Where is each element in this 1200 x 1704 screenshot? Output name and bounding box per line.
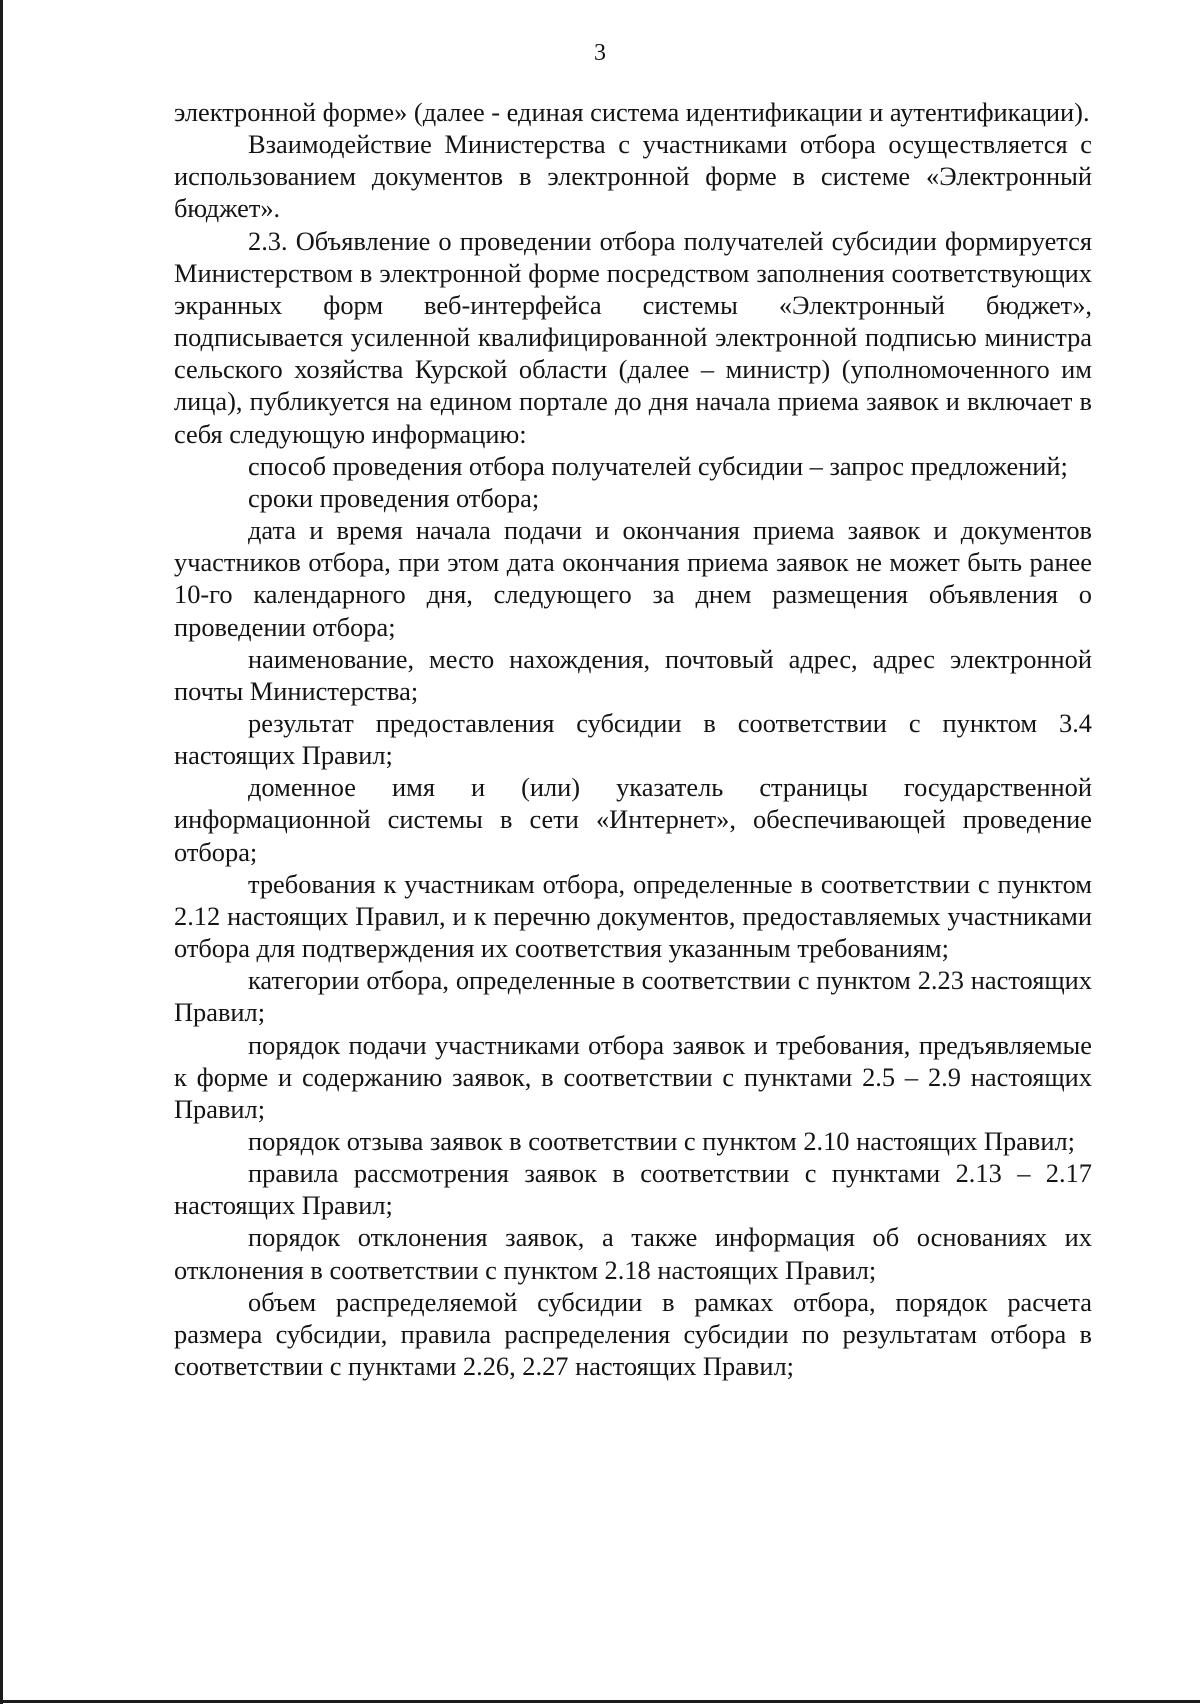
paragraph: сроки проведения отбора; xyxy=(248,482,540,513)
scan-left-edge xyxy=(0,0,3,1704)
paragraph: доменное имя и (или) указатель страницы государственной информационной системы в сети «Интернет», обеспечивающей проведение отбора; xyxy=(174,772,1092,867)
paragraph: способ проведения отбора получателей субсидии – запрос предложений; xyxy=(248,450,1068,481)
paragraph: категории отбора, определенные в соответствии с пунктом 2.23 настоящих Правил; xyxy=(174,965,1092,1028)
paragraph: дата и время начала подачи и окончания приема заявок и документов участников отбора, при этом дата окончания приема заявок не может быть ранее 10-го календарного дня, следующего за днем размещения объявления о проведении отбора; xyxy=(174,515,1092,642)
paragraph: порядок подачи участниками отбора заявок и требования, предъявляемые к форме и содержанию заявок, в соответствии с пунктами 2.5 – 2.9 настоящих Правил; xyxy=(174,1029,1092,1124)
paragraph: правила рассмотрения заявок в соответствии с пунктами 2.13 – 2.17 настоящих Правил; xyxy=(174,1158,1092,1221)
paragraph: результат предоставления субсидии в соответствии с пунктом 3.4 настоящих Правил; xyxy=(174,707,1092,771)
scan-bottom-edge xyxy=(0,1700,1200,1703)
paragraph: порядок отзыва заявок в соответствии с пунктом 2.10 настоящих Правил; xyxy=(248,1126,1075,1156)
paragraph: 2.3. Объявление о проведении отбора получателей субсидии формируется Министерством в электронной форме посредством заполнения соответствующих экранных форм веб-интерфейса системы «Электронный бюджет», подписывается усиленной квалифицированной электронной подписью министра сельского хозяйства Курской области (далее – министр) (уполномоченного им лица), публикуется на едином портале до дня начала приема заявок и включает в себя следующую информацию: xyxy=(174,225,1092,449)
paragraph: электронной форме» (далее - единая система идентификации и аутентификации). xyxy=(174,97,1090,127)
page-number: 3 xyxy=(594,40,606,66)
paragraph: Взаимодействие Министерства с участниками отбора осуществляется с использованием документов в электронной форме в системе «Электронный бюджет». xyxy=(174,129,1092,224)
paragraph: порядок отклонения заявок, а также информация об основаниях их отклонения в соответствии с пунктом 2.18 настоящих Правил; xyxy=(174,1222,1092,1285)
document-body xyxy=(174,96,1092,1382)
paragraph: объем распределяемой субсидии в рамках отбора, порядок расчета размера субсидии, правила распределения субсидии по результатам отбора в соответствии с пунктами 2.26, 2.27 настоящих Правил; xyxy=(174,1286,1092,1382)
paragraph: требования к участникам отбора, определенные в соответствии с пунктом 2.12 настоящих Правил, и к перечню документов, предоставляемых участниками отбора для подтверждения их соответствия указанным требованиям; xyxy=(174,868,1092,964)
paragraph: наименование, место нахождения, почтовый адрес, адрес электронной почты Министерства; xyxy=(174,643,1092,706)
